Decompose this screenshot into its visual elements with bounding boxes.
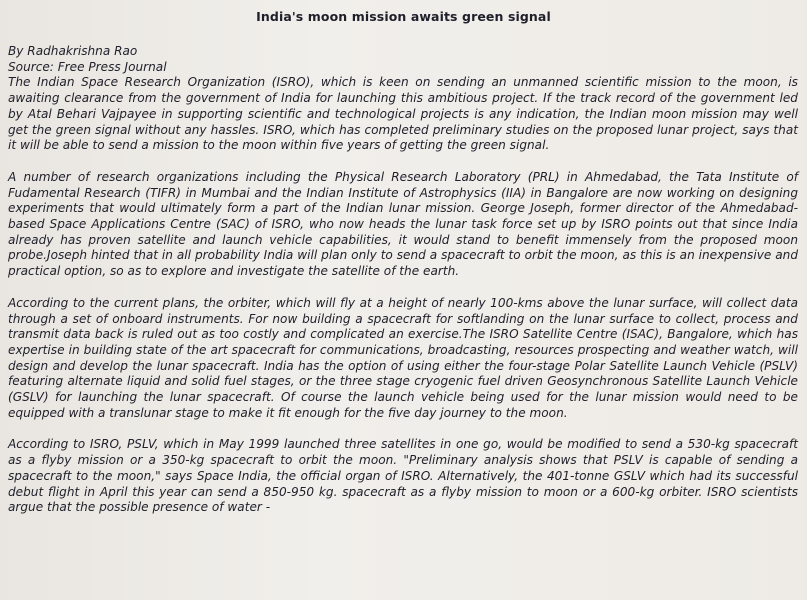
article-headline: India's moon mission awaits green signal [256,9,551,24]
article-paragraph-1: The Indian Space Research Organization (ISRO), which is keen on sending an unmanned scientific mission to the moon, is awaiting clearance from the government of India for launching this ambitious project. If the track record of the government led by Atal Behari Vajpayee in supporting scientific and technological projects is any indication, the Indian moon mission may well get the green signal without any hassles. ISRO, which has completed preliminary studies on the proposed lunar project, says that it will be able to send a mission to the moon within five years of getting the green signal. [8,75,798,153]
article-body [8,44,798,516]
article-paragraph-2: A number of research organizations including the Physical Research Laboratory (PRL) in Ahmedabad, the Tata Institute of Fudamental Research (TIFR) in Mumbai and the Indian Institute of Astrophysics (IIA) in Bangalore are now working on designing experiments that would ultimately form a part of the Indian lunar mission. George Joseph, former director of the Ahmedabad-based Space Applications Centre (SAC) of ISRO, who now heads the lunar task force set up by ISRO points out that since India already has proven satellite and launch vehicle capabilities, it would stand to benefit immensely from the proposed moon probe.Joseph hinted that in all probability India will plan only to send a spacecraft to orbit the moon, as this is an inexpensive and practical option, so as to explore and investigate the satellite of the earth. [8,169,798,279]
article-paragraph-3: According to the current plans, the orbiter, which will fly at a height of nearly 100-kms above the lunar surface, will collect data through a set of onboard instruments. For now building a spacecraft for softlanding on the lunar surface to collect, process and transmit data back is ruled out as too costly and complicated an exercise.The ISRO Satellite Centre (ISAC), Bangalore, which has expertise in building state of the art spacecraft for communications, broadcasting, resources prospecting and weather watch, will design and develop the lunar spacecraft. India has the option of using either the four-stage Polar Satellite Launch Vehicle (PSLV) featuring alternate liquid and solid fuel stages, or the three stage cryogenic fuel driven Geosynchronous Satellite Launch Vehicle (GSLV) for launching the lunar spacecraft. Of course the launch vehicle being used for the lunar mission would need to be equipped with a translunar stage to make it fit enough for the five day journey to the moon. [8,295,798,420]
article-paragraph-4: According to ISRO, PSLV, which in May 1999 launched three satellites in one go, would be modified to send a 530-kg spacecraft as a flyby mission or a 350-kg spacecraft to orbit the moon. "Preliminary analysis shows that PSLV is capable of sending a spacecraft to the moon," says Space India, the official organ of ISRO. Alternatively, the 401-tonne GSLV which had its successful debut flight in April this year can send a 850-950 kg. spacecraft as a flyby mission to moon or a 600-kg orbiter. ISRO scientists argue that the possible presence of water - [8,437,798,515]
article-byline: By Radhakrishna Rao [8,44,138,58]
article-source: Source: Free Press Journal [8,59,167,74]
